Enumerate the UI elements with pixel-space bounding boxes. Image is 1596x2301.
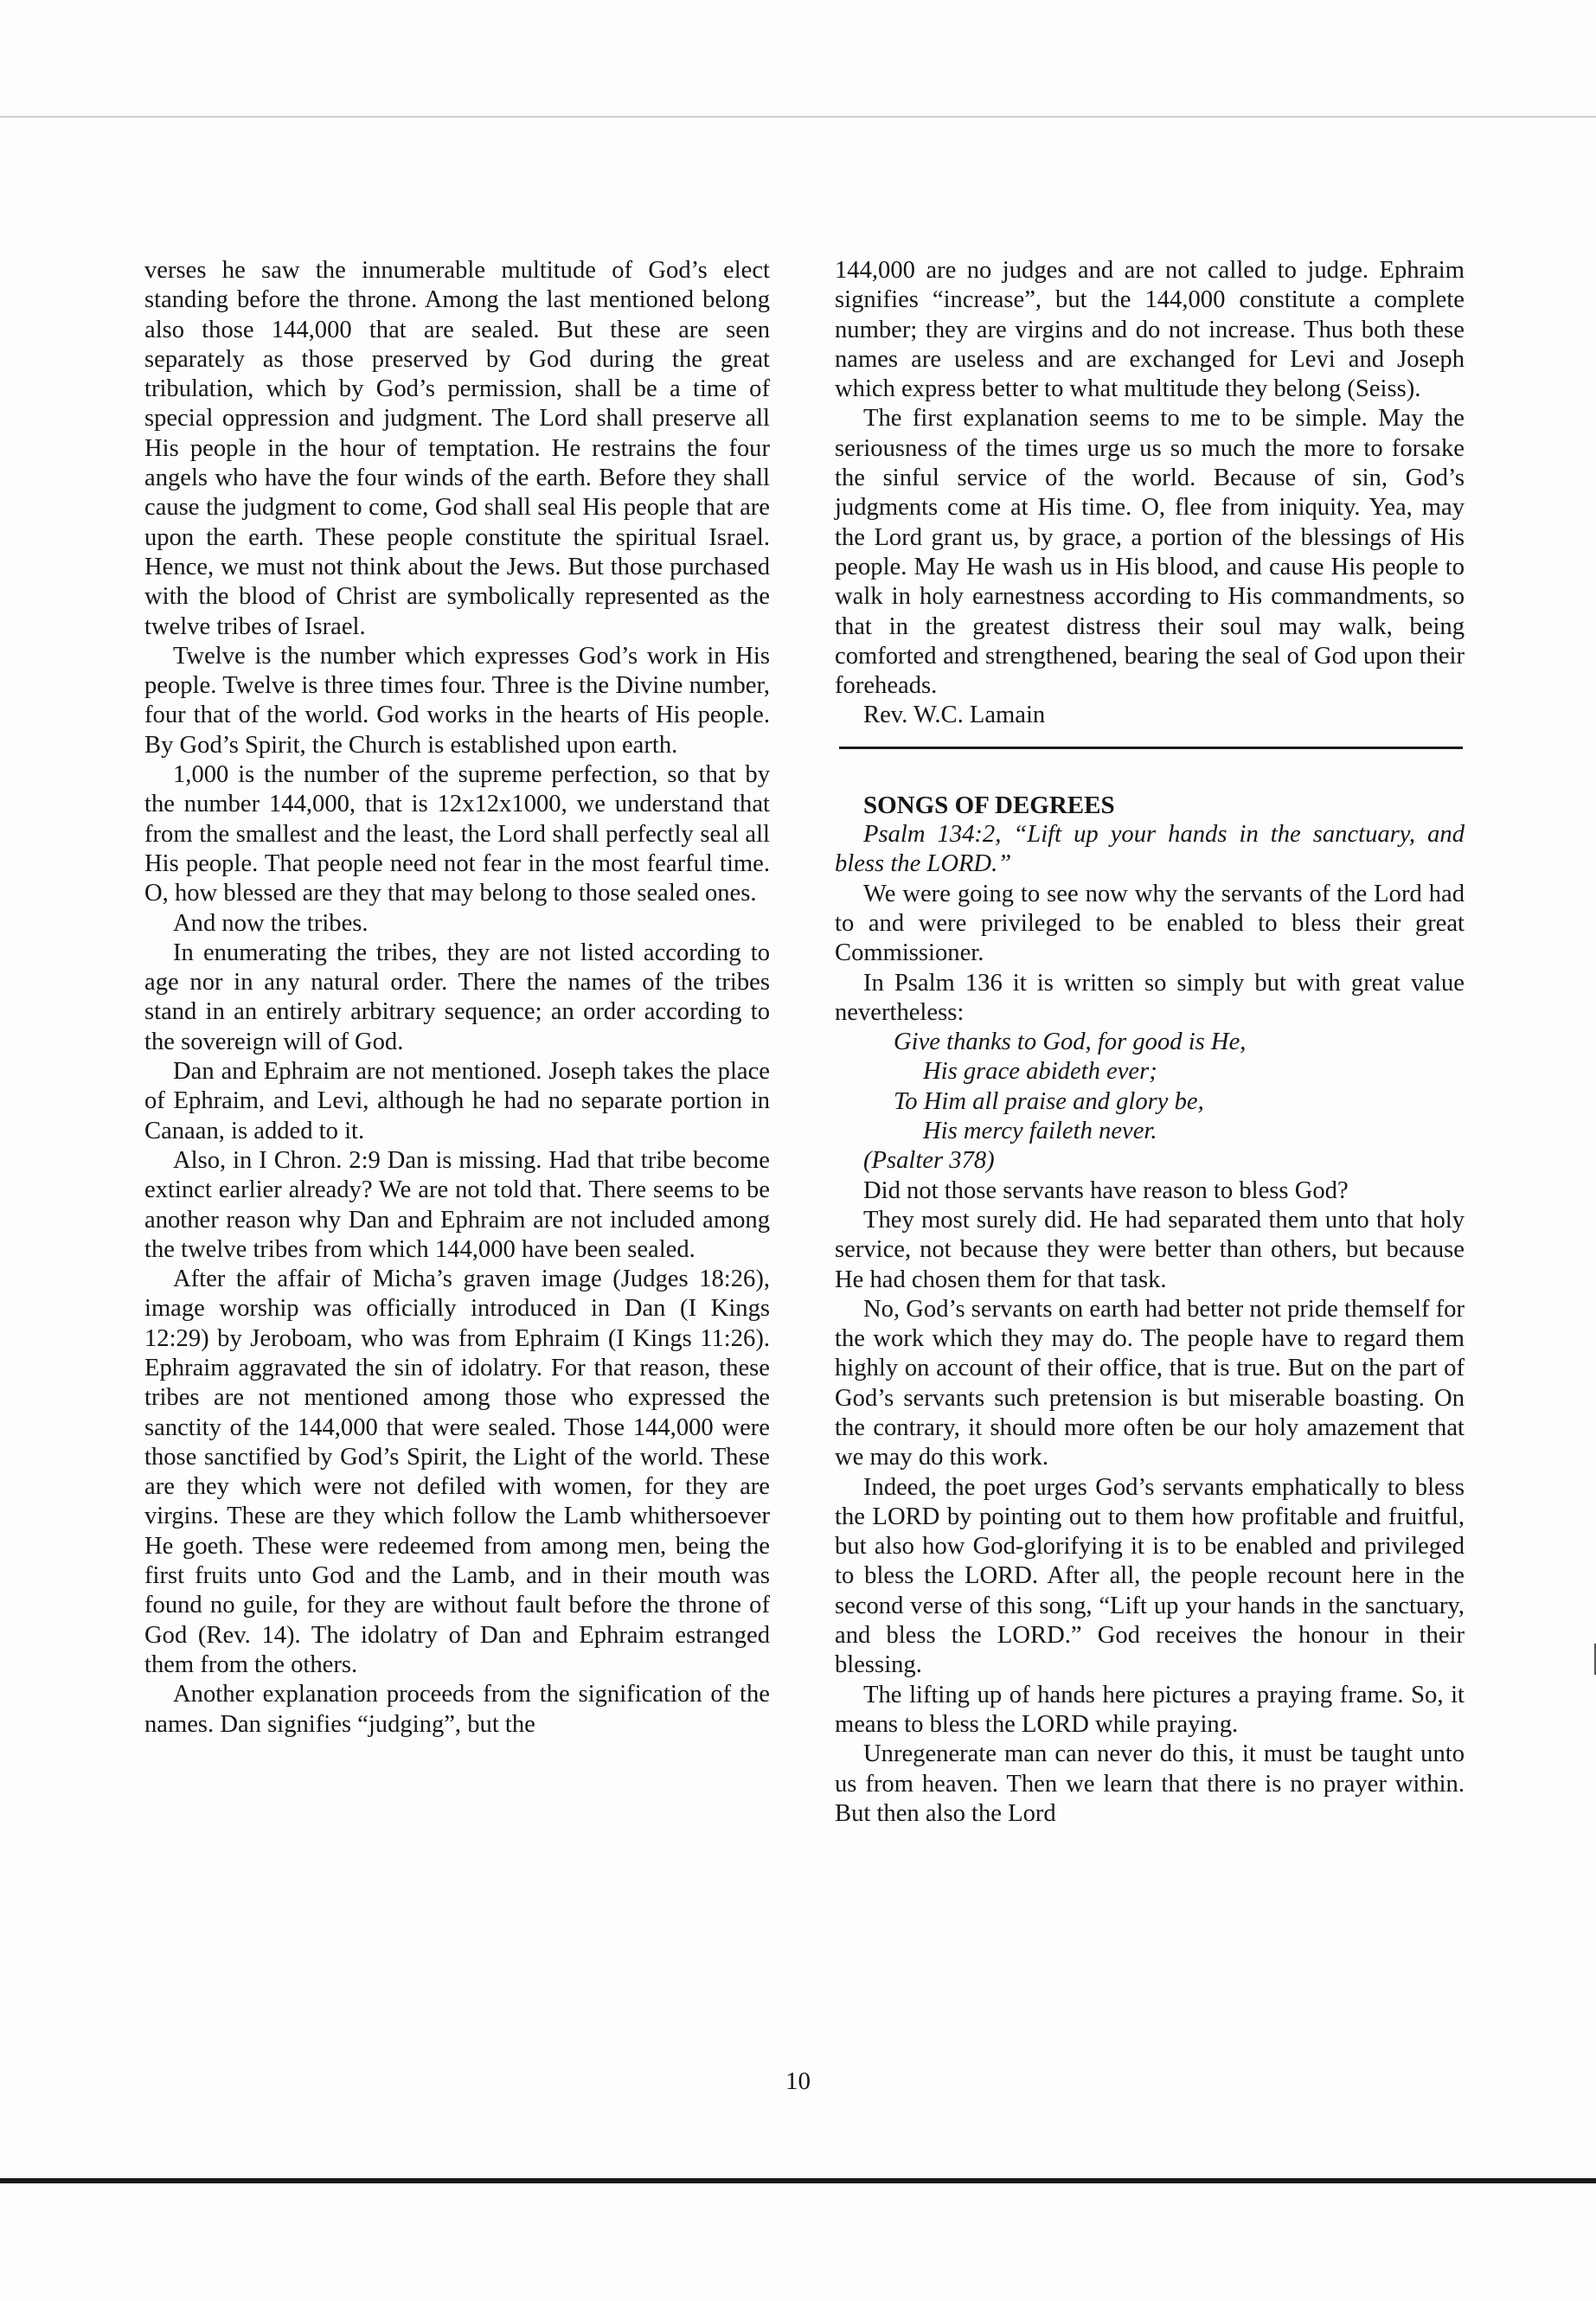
- left-paragraph-1: verses he saw the innumerable multitude of God’s elect standing before the throne. Among the last mentioned belong also those 144,000 that are sealed. But these are seen separately as those preserved by God during the great tribulation, which by God’s permission, shall be a time of special oppression and judgment. The Lord shall preserve all His people in the hour of temptation. He restrains the four angels who have the four winds of the earth. Before they shall cause the judgment to come, God shall seal His people that are upon the earth. These people constitute the spiritual Israel. Hence, we must not think about the Jews. But those purchased with the blood of Christ are symbolically represented as the twelve tribes of Israel.: [144, 257, 770, 640]
- left-paragraph-2: Twelve is the number which expresses God’s work in His people. Twelve is three times four. Three is the Divine number, four that of the world. God works in the hearts of His people. By God’s Spirit, the Church is established upon earth.: [144, 642, 770, 759]
- right-paragraph-9: The lifting up of hands here pictures a praying frame. So, it means to bless the LORD while praying.: [835, 1681, 1465, 1738]
- right-column: [835, 256, 1465, 1829]
- page-number: 10: [785, 2067, 811, 2095]
- scan-edge-top: [0, 116, 1596, 118]
- right-paragraph-4: In Psalm 136 it is written so simply but with great value nevertheless:: [835, 969, 1465, 1026]
- left-paragraph-7: Also, in I Chron. 2:9 Dan is missing. Had that tribe become extinct earlier already? We are not told that. There seems to be another reason why Dan and Ephraim are not included among the twelve tribes from which 144,000 have been sealed.: [144, 1146, 770, 1263]
- psalter-verse: [835, 1028, 1465, 1146]
- psalter-credit: (Psalter 378): [863, 1147, 995, 1175]
- right-paragraph-10: Unregenerate man can never do this, it must be taught unto us from heaven. Then we learn that there is no prayer within. But then also the Lord: [835, 1740, 1465, 1827]
- right-paragraph-6: They most surely did. He had separated them unto that holy service, not because they were better than others, but because He had chosen them for that task.: [835, 1206, 1465, 1293]
- right-paragraph-2: The first explanation seems to me to be simple. May the seriousness of the times urge us so much the more to forsake the sinful service of the world. Because of sin, God’s judgments come at His time. O, flee from iniquity. Yea, may the Lord grant us, by grace, a portion of the blessings of His people. May He wash us in His blood, and cause His people to walk in holy earnestness according to His commandments, so that in the greatest distress their soul may walk, being comforted and strengthened, bearing the seal of God upon their foreheads.: [835, 405, 1465, 700]
- left-paragraph-9: Another explanation proceeds from the signification of the names. Dan signifies “judging”, but the: [144, 1681, 770, 1738]
- right-paragraph-8: Indeed, the poet urges God’s servants emphatically to bless the LORD by pointing out to them how profitable and fruitful, but also how God-glorifying it is to be enabled and privileged to bless the LORD. After all, the people recount here in the second verse of this song, “Lift up your hands in the sanctuary, and bless the LORD.” God receives the honour in their blessing.: [835, 1473, 1465, 1679]
- left-paragraph-5: In enumerating the tribes, they are not listed according to age nor in any natural order. There the names of the tribes stand in an entirely arbitrary sequence; an order according to the sovereign will of God.: [144, 939, 770, 1055]
- right-paragraph-1: 144,000 are no judges and are not called to judge. Ephraim signifies “increase”, but the 144,000 constitute a complete number; they are virgins and do not increase. Thus both these names are useless and are exchanged for Levi and Joseph which express better to what multitude they belong (Seiss).: [835, 257, 1465, 403]
- right-paragraph-3: We were going to see now why the servants of the Lord had to and were privileged to be enabled to bless their great Commissioner.: [835, 880, 1465, 967]
- section-title: SONGS OF DEGREES: [863, 791, 1115, 819]
- left-column: [144, 256, 770, 1740]
- author-signature: Rev. W.C. Lamain: [863, 702, 1046, 729]
- left-paragraph-6: Dan and Ephraim are not mentioned. Joseph takes the place of Ephraim, and Levi, although he had no separate portion in Canaan, is added to it.: [144, 1058, 770, 1144]
- right-paragraph-7: No, God’s servants on earth had better not pride themself for the work which they may do. The people have to regard them highly on account of their office, that is true. But on the part of God’s servants such pretension is but miserable boasting. On the contrary, it should more often be our holy amazement that we may do this work.: [835, 1295, 1465, 1471]
- scan-edge-bottom: [0, 2178, 1596, 2183]
- poem-line-4: His mercy faileth never.: [923, 1118, 1157, 1145]
- epigraph: Psalm 134:2, “Lift up your hands in the sanctuary, and bless the LORD.”: [835, 821, 1465, 878]
- left-paragraph-4: And now the tribes.: [173, 909, 369, 937]
- right-paragraph-5: Did not those servants have reason to bless God?: [863, 1176, 1349, 1204]
- section-divider: [839, 747, 1463, 749]
- left-paragraph-3: 1,000 is the number of the supreme perfection, so that by the number 144,000, that is 12x12x1000, we understand that from the smallest and the least, the Lord shall perfectly seal all His people. That people need not fear in the most fearful time. O, how blessed are they that may belong to those sealed ones.: [144, 761, 770, 907]
- poem-line-3: To Him all praise and glory be,: [894, 1087, 1204, 1115]
- poem-line-1: Give thanks to God, for good is He,: [894, 1029, 1247, 1056]
- poem-line-2: His grace abideth ever;: [923, 1058, 1157, 1086]
- left-paragraph-8: After the affair of Micha’s graven image (Judges 18:26), image worship was officially introduced in Dan (I Kings 12:29) by Jeroboam, who was from Ephraim (I Kings 11:26). Ephraim aggravated the sin of idolatry. For that reason, these tribes are not mentioned among those who expressed the sanctity of the 144,000 that were sealed. Those 144,000 were those sanctified by God’s Spirit, the Light of the world. These are they which were not defiled with women, for they are virgins. These are they which follow the Lamb whithersoever He goeth. These were redeemed from among men, being the first fruits unto God and the Lamb, and in their mouth was found no guile, for they are without fault before the throne of God (Rev. 14). The idolatry of Dan and Ephraim estranged them from the others.: [144, 1266, 770, 1678]
